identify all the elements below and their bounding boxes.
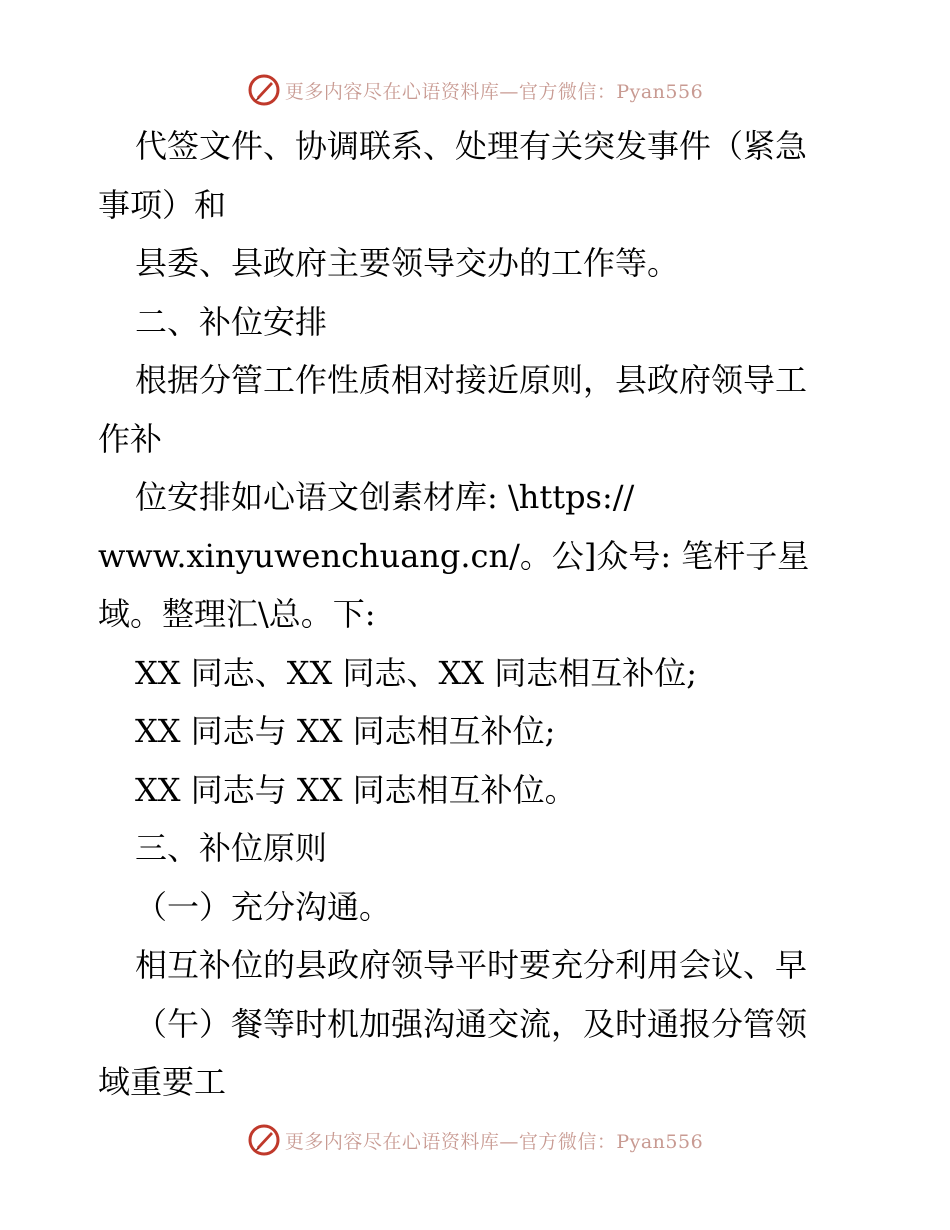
paragraph-line: （午）餐等时机加强沟通交流，及时通报分管领 — [135, 1004, 808, 1043]
paragraph-line: 二、补位安排 — [135, 302, 328, 341]
paragraph-line: 县委、县政府主要领导交办的工作等。 — [135, 244, 680, 282]
paragraph-line: 位安排如心语文创素材库: \https:// — [135, 478, 635, 516]
paragraph-line: XX 同志与 XX 同志相互补位; — [135, 712, 556, 750]
paragraph-line: www.xinyuwenchuang.cn/。公]众号: 笔杆子星 — [98, 536, 810, 575]
watermark-text: 更多内容尽在心语资料库—官方微信：Pyan556 — [284, 80, 704, 103]
paragraph-line: 域。整理汇\总。下: — [98, 595, 376, 633]
quill-pen-circle-icon — [247, 73, 281, 107]
document-body — [98, 117, 868, 1112]
quill-pen-circle-icon — [247, 1123, 281, 1157]
paragraph-line: XX 同志、XX 同志、XX 同志相互补位; — [135, 653, 697, 692]
paragraph-line: 三、补位原则 — [135, 829, 328, 867]
paragraph-line: 域重要工 — [98, 1063, 227, 1101]
paragraph-line: 代签文件、协调联系、处理有关突发事件（紧急 — [135, 127, 808, 165]
paragraph-line: 作补 — [98, 419, 163, 458]
paragraph-line: XX 同志与 XX 同志相互补位。 — [135, 770, 577, 809]
footer-watermark-banner — [0, 1120, 950, 1160]
paragraph-line: （一）充分沟通。 — [135, 887, 392, 926]
paragraph-line: 事项）和 — [98, 185, 227, 224]
paragraph-line: 根据分管工作性质相对接近原则，县政府领导工 — [135, 361, 808, 399]
paragraph-line: 相互补位的县政府领导平时要充分利用会议、早 — [135, 946, 808, 984]
watermark-text: 更多内容尽在心语资料库—官方微信：Pyan556 — [284, 1130, 704, 1153]
header-watermark-banner — [0, 70, 950, 110]
